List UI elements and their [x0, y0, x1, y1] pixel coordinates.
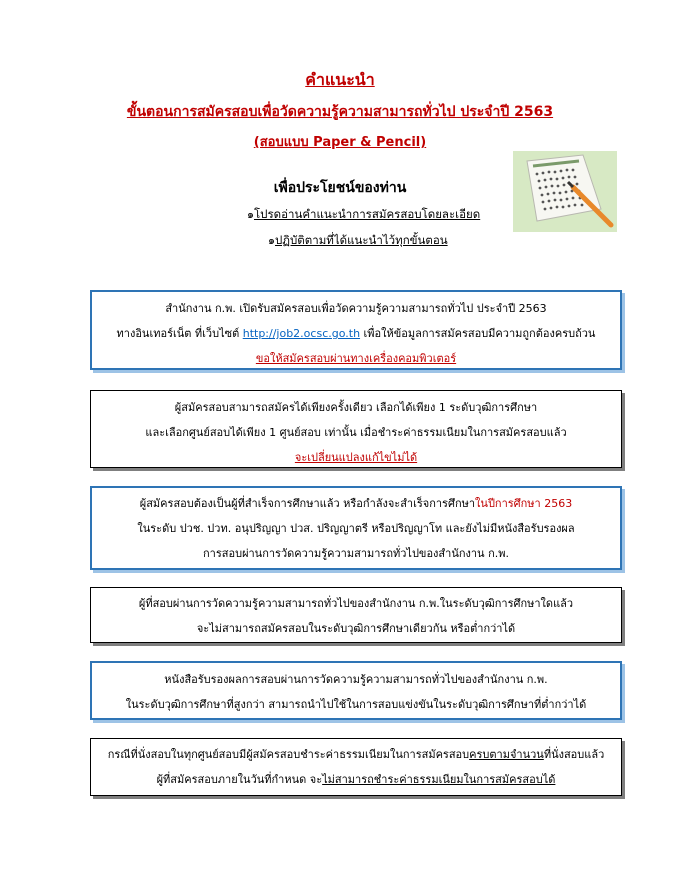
notice-line: สำนักงาน ก.พ. เปิดรับสมัครสอบเพื่อวัดความรู้ความสามารถทั่วไป ประจำปี 2563 — [165, 302, 547, 315]
notice-line — [91, 767, 621, 792]
notice-line-warning: จะเปลี่ยนแปลงแก้ไขไม่ได้ — [294, 451, 418, 464]
tip-item — [268, 231, 448, 250]
page-subtitle: ขั้นตอนการสมัครสอบเพื่อวัดความรู้ความสามารถทั่วไป ประจำปี 2563 — [126, 104, 554, 120]
notice-line — [91, 742, 621, 767]
notice-line: และเลือกศูนย์สอบได้เพียง 1 ศูนย์สอบ เท่านั้น เมื่อชำระค่าธรรมเนียมในการสมัครสอบแล้ว — [145, 426, 567, 439]
notice-line: ผู้ที่สอบผ่านการวัดความรู้ความสามารถทั่วไปของสำนักงาน ก.พ.ในระดับวุฒิการศึกษาใดแล้ว — [138, 597, 574, 610]
tip-bullet: ๑ — [247, 208, 254, 221]
benefit-heading: เพื่อประโยชน์ของท่าน — [273, 180, 407, 196]
notice-text: ผู้สมัครสอบต้องเป็นผู้ที่สำเร็จการศึกษาแล้ว หรือกำลังจะสำเร็จการศึกษา — [139, 497, 476, 510]
notice-emphasis: ไม่สามารถชำระค่าธรรมเนียมในการสมัครสอบได้ — [322, 773, 556, 786]
tip-text: ปฏิบัติตามที่ได้แนะนำไว้ทุกขั้นตอน — [274, 233, 448, 247]
notice-box-single-application — [90, 390, 622, 468]
notice-text: เพื่อให้ข้อมูลการสมัครสอบมีความถูกต้องครบถ้วน — [360, 327, 596, 340]
notice-text: กรณีที่นั่งสอบในทุกศูนย์สอบมีผู้สมัครสอบชำระค่าธรรมเนียมในการสมัครสอบ — [107, 748, 470, 761]
website-link[interactable]: http://job2.ocsc.go.th — [242, 327, 361, 340]
notice-line: ผู้สมัครสอบสามารถสมัครได้เพียงครั้งเดียว เลือกได้เพียง 1 ระดับวุฒิการศึกษา — [174, 401, 538, 414]
notice-text: ผู้ที่สมัครสอบภายในวันที่กำหนด จะ — [156, 773, 323, 786]
notice-line: ในระดับวุฒิการศึกษาที่สูงกว่า สามารถนำไปใช้ในการสอบแข่งขันในระดับวุฒิการศึกษาที่ต่ำกว่าได้ — [125, 698, 587, 711]
notice-box-seat-limit — [90, 738, 622, 796]
tip-text: โปรดอ่านคำแนะนำการสมัครสอบโดยละเอียด — [253, 207, 481, 221]
notice-line: หนังสือรับรองผลการสอบผ่านการวัดความรู้ความสามารถทั่วไปของสำนักงาน ก.พ. — [164, 673, 548, 686]
notice-box-application — [90, 290, 622, 370]
notice-line-warning: ขอให้สมัครสอบผ่านทางเครื่องคอมพิวเตอร์ — [255, 352, 457, 365]
tip-item — [247, 205, 480, 224]
notice-box-eligibility — [90, 486, 622, 570]
answer-sheet-and-pencil-icon — [513, 151, 617, 232]
notice-text: ทางอินเทอร์เน็ต ที่เว็บไซต์ — [116, 327, 243, 340]
notice-box-certificate — [90, 661, 622, 720]
notice-line: จะไม่สามารถสมัครสอบในระดับวุฒิการศึกษาเดียวกัน หรือต่ำกว่าได้ — [196, 622, 516, 635]
tip-bullet: ๑ — [268, 234, 275, 247]
notice-line — [92, 491, 620, 516]
notice-emphasis: ครบตามจำนวน — [469, 748, 544, 761]
notice-line: การสอบผ่านการวัดความรู้ความสามารถทั่วไปของสำนักงาน ก.พ. — [203, 547, 509, 560]
exam-mode: (สอบแบบ Paper & Pencil) — [253, 135, 427, 150]
notice-box-passed-level — [90, 587, 622, 643]
notice-line: ในระดับ ปวช. ปวท. อนุปริญญา ปวส. ปริญญาตรี หรือปริญญาโท และยังไม่มีหนังสือรับรองผล — [137, 522, 575, 535]
notice-highlight: ในปีการศึกษา 2563 — [475, 497, 573, 510]
notice-line — [92, 321, 620, 346]
notice-text: ที่นั่งสอบแล้ว — [543, 748, 605, 761]
page-title: คำแนะนำ — [305, 70, 375, 89]
